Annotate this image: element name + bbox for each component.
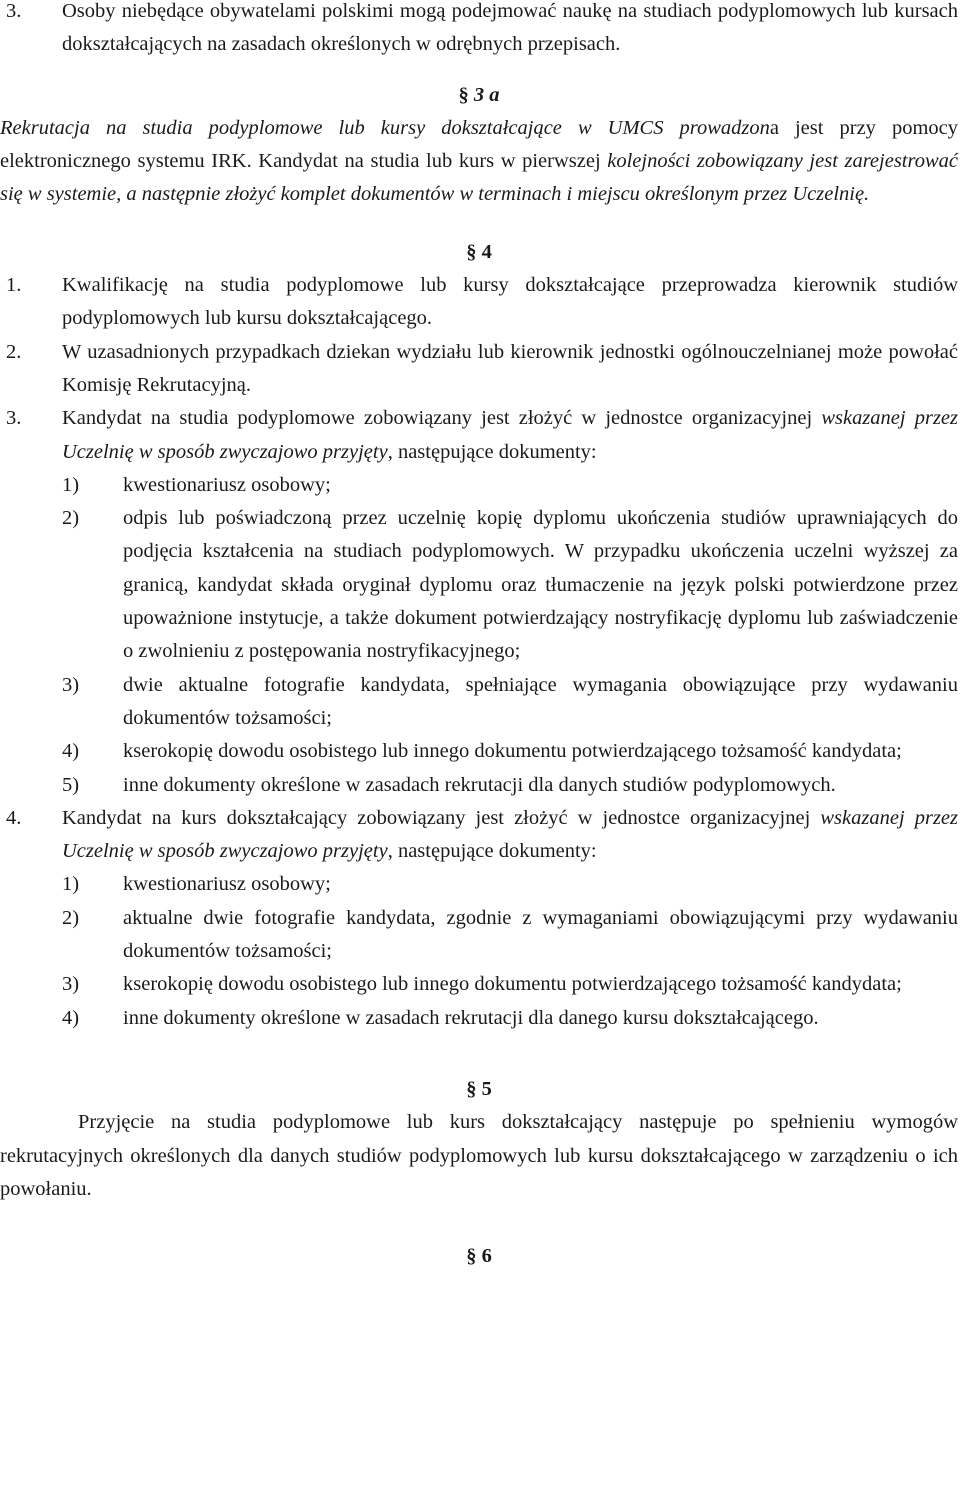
- item-lead-tail: , następujące dokumenty:: [387, 840, 597, 863]
- item-number: 1.: [6, 274, 22, 297]
- section-5-label: 5: [481, 1077, 492, 1100]
- subitem-number: 3): [62, 973, 80, 996]
- item-text: [0, 402, 958, 469]
- section-sign: §: [458, 83, 469, 106]
- section-3a-text-italic: Rekrutacja na studia podyplomowe lub kursy dokształcające w UMCS prowadzon: [0, 116, 770, 139]
- subitem: [0, 902, 958, 969]
- item-number: 2.: [6, 340, 22, 363]
- section-4-item-2: [0, 336, 958, 403]
- section-3a-text-italic-2: kolejności zobowiązany jest zarejestrować się w systemie, a następnie złożyć komplet dokumentów w terminach i miejscu określonym przez Uczelnię.: [0, 150, 958, 206]
- subitem-number: 5): [62, 773, 80, 796]
- section-4-heading: [0, 236, 958, 269]
- subitem-number: 1): [62, 873, 80, 896]
- item-lead: Kandydat na kurs dokształcający zobowiązany jest złożyć w jednostce organizacyjnej: [62, 806, 821, 829]
- section-6-heading: [0, 1240, 958, 1273]
- subitem-text: aktualne dwie fotografie kandydata, zgodnie z wymaganiami obowiązującymi przy wydawaniu dokumentów tożsamości;: [123, 906, 958, 963]
- intro-paragraph: [0, 0, 958, 62]
- subitem: [0, 502, 958, 668]
- item-lead-tail: , następujące dokumenty:: [387, 440, 597, 463]
- intro-number: 3.: [6, 0, 22, 22]
- item-number: 3.: [6, 407, 22, 430]
- subitem: [0, 1002, 958, 1035]
- subitem-number: 2): [62, 507, 80, 530]
- section-4-item-3: [0, 402, 958, 469]
- subitem: [0, 769, 958, 802]
- item-text: [0, 802, 958, 869]
- item-lead-italic: wskazanej przez Uczelnię w sposób zwyczajowo przyjęty: [62, 806, 959, 863]
- item-text: Kwalifikację na studia podyplomowe lub kursy dokształcające przeprowadza kierownik studiów podyplomowych lub kursu dokształcającego.: [62, 274, 958, 330]
- subitem: [0, 868, 958, 901]
- subitem: [0, 968, 958, 1001]
- item-lead: Kandydat na studia podyplomowe zobowiązany jest złożyć w jednostce organizacyjnej: [62, 407, 822, 430]
- section-3a-text: a jest przy pomocy elektronicznego systemu IRK. Kandydat na studia lub kurs w pierwszej: [0, 116, 958, 173]
- subitem-number: 1): [62, 473, 80, 496]
- section-sign: §: [466, 1077, 477, 1100]
- subitem-number: 4): [62, 740, 80, 763]
- item-number: 4.: [6, 806, 22, 829]
- section-6-label: 6: [481, 1245, 492, 1268]
- subitem-text: kserokopię dowodu osobistego lub innego dokumentu potwierdzającego tożsamość kandydata;: [123, 973, 902, 996]
- subitem-text: kserokopię dowodu osobistego lub innego dokumentu potwierdzającego tożsamość kandydata;: [123, 740, 902, 763]
- subitem-number: 4): [62, 1006, 80, 1029]
- section-3a-paragraph: [0, 112, 958, 212]
- subitem-number: 3): [62, 673, 80, 696]
- subitem-text: kwestionariusz osobowy;: [123, 473, 331, 496]
- subitem-text: odpis lub poświadczoną przez uczelnię kopię dyplomu ukończenia studiów uprawniających do podjęcia kształcenia na studiach podyplomowych. W przypadku ukończenia uczelni wyższej za granicą, kandydat składa oryginał dyplomu oraz tłumaczenie na język polski potwierdzone przez upoważnione instytucje, a także dokument potwierdzający nostryfikację dyplomu lub zaświadczenie o zwolnieniu z postępowania nostryfikacyjnego;: [123, 507, 958, 663]
- section-sign: §: [466, 1245, 477, 1268]
- section-3a-label: 3 a: [473, 83, 500, 106]
- intro-text: Osoby niebędące obywatelami polskimi mogą podejmować naukę na studiach podyplomowych lub kursach dokształcających na zasadach określonych w odrębnych przepisach.: [62, 0, 958, 56]
- subitem: [0, 735, 958, 768]
- item-lead-italic: wskazanej przez Uczelnię w sposób zwyczajowo przyjęty: [62, 407, 959, 463]
- subitem-text: inne dokumenty określone w zasadach rekrutacji dla danego kursu dokształcającego.: [123, 1006, 819, 1029]
- section-3a-heading: [0, 79, 958, 112]
- subitem-number: 2): [62, 906, 80, 929]
- section-4-item-1: [0, 269, 958, 336]
- section-5-paragraph: Przyjęcie na studia podyplomowe lub kurs dokształcający następuje po spełnieniu wymogów rekrutacyjnych określonych dla danych studiów podyplomowych lub kursu dokształcającego w zarządzeniu o ich powołaniu.: [0, 1111, 958, 1200]
- section-5-heading: [0, 1073, 958, 1106]
- section-4-item-4: [0, 802, 958, 869]
- subitem-text: inne dokumenty określone w zasadach rekrutacji dla danych studiów podyplomowych.: [123, 773, 836, 796]
- item-text: W uzasadnionych przypadkach dziekan wydziału lub kierownik jednostki ogólnouczelnianej może powołać Komisję Rekrutacyjną.: [62, 340, 958, 396]
- subitem: [0, 669, 958, 736]
- subitem-text: kwestionariusz osobowy;: [123, 873, 331, 896]
- subitem-text: dwie aktualne fotografie kandydata, spełniające wymagania obowiązujące przy wydawaniu dokumentów tożsamości;: [123, 673, 958, 729]
- section-4-label: 4: [481, 240, 492, 263]
- subitem: [0, 469, 958, 502]
- section-sign: §: [466, 240, 477, 263]
